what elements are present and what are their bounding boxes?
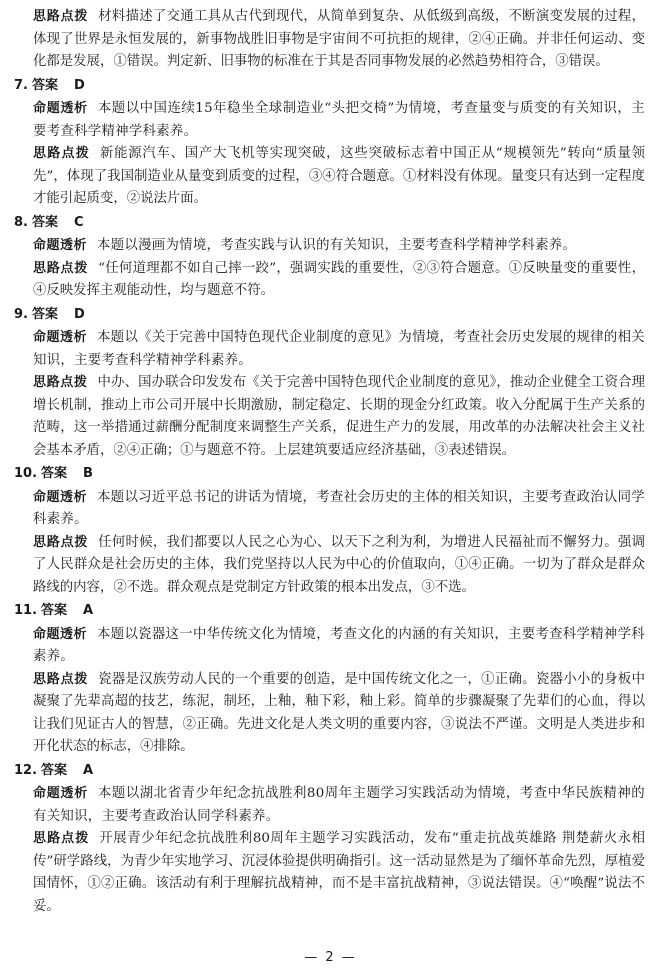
analysis-text: 本题以漫画为情境，考查实践与认识的有关知识，主要考查科学精神学科素养。 — [97, 238, 577, 253]
question-8 — [14, 212, 645, 303]
analysis-label: 命题透析 — [33, 330, 88, 345]
question-number: 7. — [14, 77, 28, 93]
page-number: — 2 — — [304, 950, 357, 965]
analysis-label: 命题透析 — [33, 238, 88, 253]
question-number: 10. — [14, 466, 38, 481]
approach-text: 新能源汽车、国产大飞机等实现突破，这些突破标志着中国正从“规模领先”转向“质量领先”，体现了我国制造业从量变到质变的过程，③④符合题意。①材料没有体现。量变只有达到一定程度才能引起质变，②说法片面。 — [33, 146, 645, 206]
question-10 — [14, 463, 645, 599]
answer-label: 答案 — [41, 603, 68, 618]
approach-label: 思路点拨 — [33, 375, 88, 390]
approach-label: 思路点拨 — [33, 9, 89, 24]
answer-heading — [14, 600, 645, 623]
analysis-paragraph — [33, 624, 645, 669]
analysis-label: 命题透析 — [33, 489, 88, 505]
answer-heading — [14, 463, 645, 486]
approach-text: 任何时候，我们都要以人民之心为心、以天下之利为利，为增进人民福祉而不懈努力。强调了人民群众是社会历史的主体，我们党坚持以人民为中心的价值取向，①④正确。一切为了群众是群众路线的内容，②不选。群众观点是党制定方针政策的根本出发点，③不选。 — [33, 534, 645, 595]
question-number: 11. — [14, 603, 38, 618]
answer-letter: A — [83, 603, 94, 618]
analysis-text: 本题以《关于完善中国特色现代企业制度的意见》为情境，考查社会历史发展的规律的相关知识，主要考查科学精神学科素养。 — [33, 330, 645, 368]
analysis-text: 本题以瓷器这一中华传统文化为情境，考查文化的内涵的有关知识，主要考查科学精神学科素养。 — [33, 626, 645, 664]
approach-label: 思路点拨 — [33, 534, 89, 550]
approach-paragraph — [33, 669, 645, 759]
question-number: 8. — [14, 214, 28, 230]
approach-paragraph — [33, 143, 645, 211]
answer-heading — [14, 304, 645, 327]
analysis-paragraph — [33, 235, 645, 258]
approach-paragraph — [33, 372, 645, 462]
approach-paragraph — [33, 258, 645, 303]
question-7 — [14, 75, 645, 211]
approach-paragraph — [33, 828, 645, 918]
intro-block — [14, 6, 645, 74]
answer-letter: A — [83, 762, 94, 778]
question-number: 12. — [14, 762, 38, 778]
approach-text: 中办、国办联合印发发布《关于完善中国特色现代企业制度的意见》，推动企业健全工资合理增长机制，推动上市公司开展中长期激励，制定稳定、长期的现金分红政策。收入分配属于生产关系的范畴，这一举措通过薪酬分配制度来调整生产关系，促进生产力的发展，用改革的办法解决社会主义社会基本矛盾，②④正确；①与题意不符。上层建筑要适应经济基础，③表述错误。 — [33, 375, 645, 458]
approach-text: 开展青少年纪念抗战胜利80周年主题学习实践活动，发布“重走抗战英雄路 荆楚薪火永相传”研学路线，为青少年实地学习、沉浸体验提供明确指引。这一活动显然是为了缅怀革命先烈，厚植爱国情怀，①②正确。该活动有利于理解抗战精神，而不是丰富抗战精神，③说法错误。④“唤醒”说法不妥。 — [33, 831, 645, 914]
answer-label: 答案 — [31, 77, 58, 93]
approach-label: 思路点拨 — [33, 671, 89, 687]
approach-paragraph — [33, 532, 645, 600]
answer-label: 答案 — [31, 306, 58, 322]
answer-letter: D — [74, 306, 85, 322]
analysis-text: 本题以中国连续15年稳坐全球制造业“头把交椅”为情境，考查量变与质变的有关知识，主要考查科学精神学科素养。 — [33, 101, 645, 139]
question-11 — [14, 600, 645, 759]
question-number: 9. — [14, 306, 28, 322]
approach-label: 思路点拨 — [33, 260, 89, 276]
analysis-label: 命题透析 — [33, 626, 88, 642]
answer-heading — [14, 212, 645, 235]
analysis-paragraph — [33, 327, 645, 372]
approach-text: 材料描述了交通工具从古代到现代，从简单到复杂、从低级到高级，不断演变发展的过程，体现了世界是永恒发展的，新事物战胜旧事物是宇宙间不可抗拒的规律，②④正确。并非任何运动、变化都是发展，①错误。判定新、旧事物的标准在于其是否同事物发展的必然趋势相符合，③错误。 — [33, 9, 645, 69]
answer-letter: B — [83, 466, 93, 481]
answer-heading — [14, 75, 645, 98]
approach-label: 思路点拨 — [33, 146, 90, 161]
analysis-label: 命题透析 — [33, 786, 88, 801]
answer-heading — [14, 760, 645, 783]
approach-paragraph — [33, 6, 645, 74]
analysis-paragraph — [33, 98, 645, 143]
approach-text: “任何道理都不如自己摔一跤”，强调实践的重要性，②③符合题意。①反映量变的重要性，④反映发挥主观能动性，均与题意不符。 — [33, 260, 645, 298]
analysis-paragraph — [33, 487, 645, 532]
analysis-text: 本题以湖北省青少年纪念抗战胜利80周年主题学习实践活动为情境，考查中华民族精神的有关知识，主要考查政治认同学科素养。 — [33, 786, 645, 824]
answer-letter: D — [74, 77, 85, 93]
answer-label: 答案 — [41, 466, 68, 481]
analysis-label: 命题透析 — [33, 101, 88, 116]
answer-label: 答案 — [31, 214, 58, 230]
answer-label: 答案 — [41, 762, 68, 778]
approach-label: 思路点拨 — [33, 831, 90, 846]
question-9 — [14, 304, 645, 463]
approach-text: 瓷器是汉族劳动人民的一个重要的创造，是中国传统文化之一，①正确。瓷器小小的身板中凝聚了先辈高超的技艺，练泥，制坯，上釉，釉下彩，釉上彩。简单的步骤凝聚了先辈们的心血，得以让我们见证古人的智慧，②正确。先进文化是人类文明的重要内容，③说法不严谨。文明是人类进步和开化状态的标志，④排除。 — [33, 671, 645, 754]
question-12 — [14, 760, 645, 919]
answer-letter: C — [74, 214, 84, 230]
analysis-paragraph — [33, 783, 645, 828]
analysis-text: 本题以习近平总书记的讲话为情境，考查社会历史的主体的相关知识，主要考查政治认同学科素养。 — [33, 489, 645, 527]
